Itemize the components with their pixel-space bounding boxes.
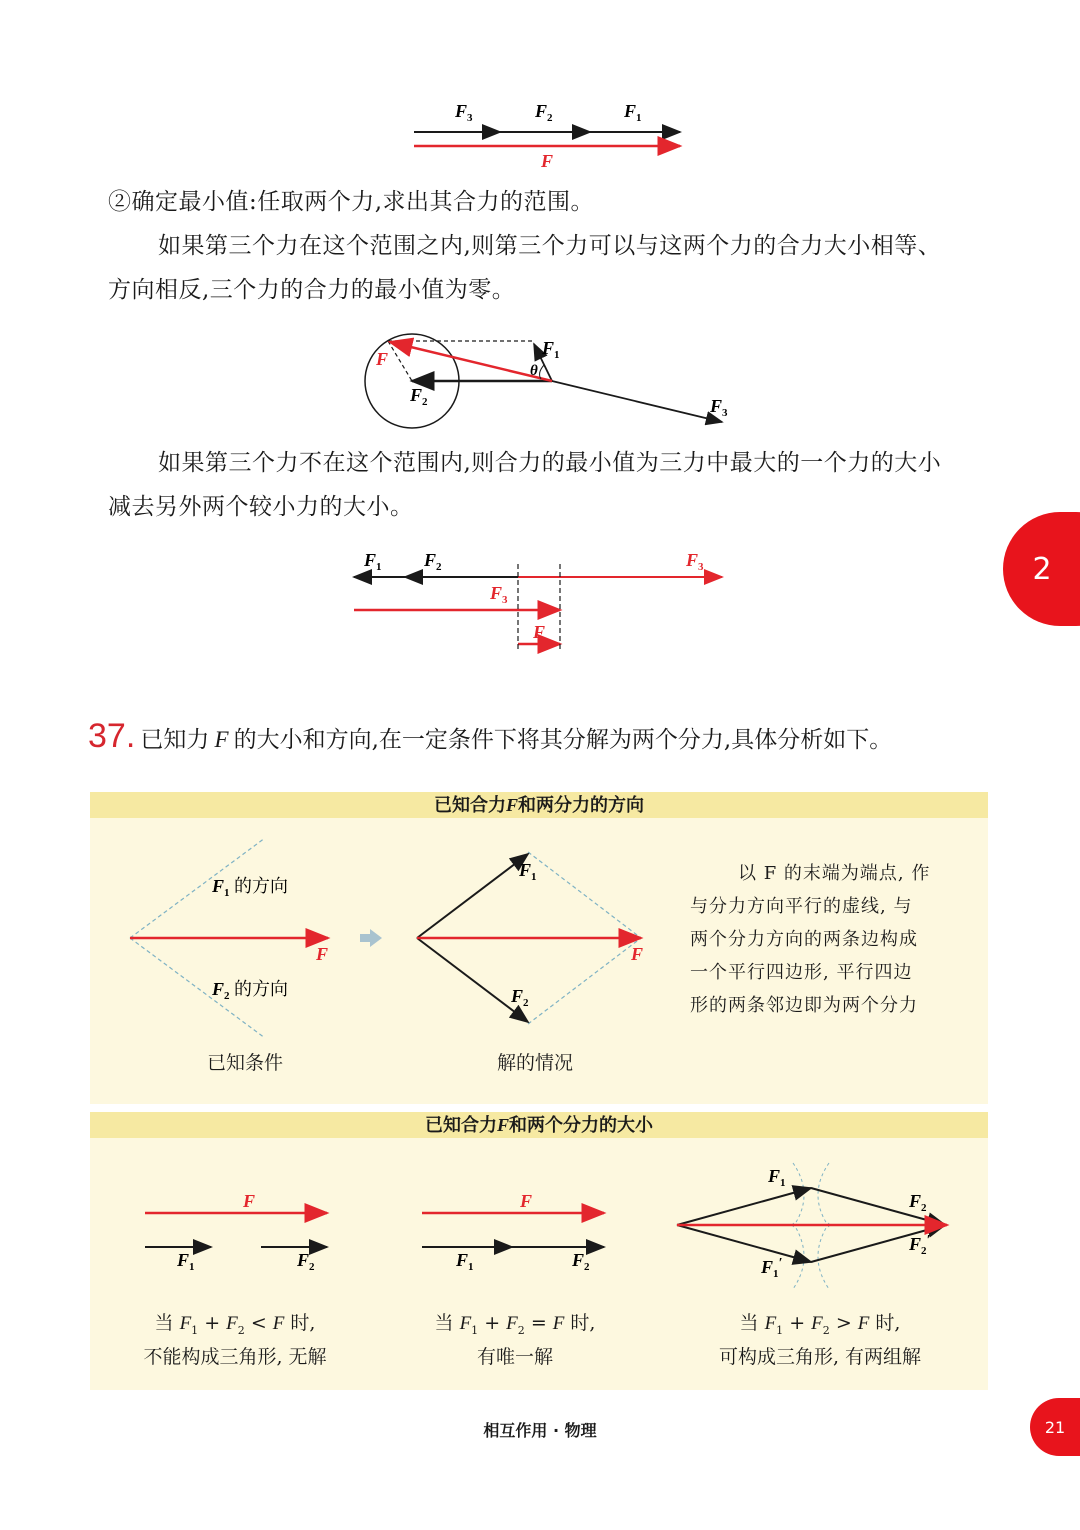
f2-arrow: [417, 938, 528, 1022]
label-f1-prime: $F_1'$: [761, 1256, 783, 1280]
question-number: 37.: [88, 717, 136, 755]
collinear-forces-diagram: [400, 95, 700, 175]
method-description-line: 与分力方向平行的虚线, 与: [690, 896, 913, 917]
label-f2: $F_2$: [535, 101, 553, 124]
method-description-line: 两个分力方向的两条边构成: [690, 929, 918, 950]
label-f3-long: $F_3$: [686, 550, 704, 573]
f1-arrow: [677, 1188, 811, 1225]
dashed-parallel-upper: [528, 852, 641, 938]
label-f3: $F_3$: [455, 101, 473, 124]
label-f2: $F_2$: [572, 1250, 590, 1273]
question-37: [88, 717, 892, 756]
label-f1: $F_1$: [624, 101, 642, 124]
panel-magnitudes-title: 已知合力F和两个分力的大小: [90, 1112, 988, 1138]
chapter-tab[interactable]: [1003, 512, 1080, 626]
solution-parallelogram-diagram: [405, 840, 655, 1040]
case3-diagram: [665, 1155, 965, 1295]
label-f1: $F_1$: [768, 1166, 786, 1189]
label-f: F: [541, 151, 554, 171]
label-f3-short: $F_3$: [490, 583, 508, 606]
label-f1: $F_1$: [364, 550, 382, 573]
label-f1: $F_1$: [456, 1250, 474, 1273]
resultant-f-arrow: [390, 342, 552, 381]
label-f2: $F_2$: [511, 986, 529, 1009]
case3-result: 可构成三角形, 有两组解: [718, 1346, 922, 1368]
caption-known-conditions: 已知条件: [206, 1052, 283, 1074]
label-f2: $F_2$: [297, 1250, 315, 1273]
arc-upper-right: [818, 1163, 829, 1227]
label-f: F: [533, 622, 546, 642]
f1-prime-arrow: [677, 1225, 811, 1262]
method-description-line: 一个平行四边形, 平行四边: [690, 962, 913, 983]
f1-arrow: [417, 854, 528, 938]
dashed-parallel-lower: [528, 938, 644, 1024]
f1-direction-label: $F_1$ 的方向: [212, 876, 289, 899]
paragraph-out-of-range-line2: 减去另外两个较小力的大小。: [108, 494, 414, 520]
circle-range-diagram: [350, 325, 750, 440]
case1-condition: 当 $F_1 + F_2 < F$ 时,: [154, 1312, 316, 1337]
case2-diagram: [412, 1185, 622, 1280]
label-f3: $F_3$: [710, 396, 728, 419]
known-directions-diagram: [120, 830, 350, 1045]
label-f1: $F_1$: [519, 860, 537, 883]
page-number-tab: [1030, 1398, 1080, 1456]
theta-arc: [540, 365, 544, 379]
method-description: [690, 857, 930, 1022]
out-of-range-diagram: [340, 540, 740, 655]
label-f2: $F_2$: [424, 550, 442, 573]
next-arrow-icon: [360, 929, 382, 947]
f2-direction-label: $F_2$ 的方向: [212, 979, 289, 1002]
paragraph-in-range-line2: 方向相反,三个力的合力的最小值为零。: [108, 277, 516, 303]
paragraph-out-of-range-line1: 如果第三个力不在这个范围内,则合力的最小值为三力中最大的一个力的大小: [158, 450, 942, 476]
label-f2: $F_2$: [410, 385, 428, 408]
label-f2-prime: $F_2'$: [909, 1233, 931, 1257]
label-f1: $F_1$: [177, 1250, 195, 1273]
question-text-b: 的大小和方向,在一定条件下将其分解为两个分力,具体分析如下。: [233, 727, 893, 753]
case3-condition: 当 $F_1 + F_2 > F$ 时,: [739, 1312, 901, 1337]
label-f: F: [316, 944, 329, 964]
f3-arrow: [552, 381, 722, 422]
panel-directions-title: 已知合力F和两分力的方向: [90, 792, 988, 818]
method-description-line: 形的两条邻边即为两个分力: [690, 995, 918, 1016]
label-f1: $F_1$: [542, 338, 560, 361]
case2-result: 有唯一解: [476, 1346, 553, 1368]
paragraph-minimum-step: ②确定最小值:任取两个力,求出其合力的范围。: [108, 189, 595, 215]
arc-lower-left: [793, 1223, 804, 1289]
label-f2: $F_2$: [909, 1191, 927, 1214]
arc-upper-left: [793, 1163, 804, 1227]
footer-title: 相互作用 · 物理: [483, 1421, 597, 1440]
caption-solution: 解的情况: [496, 1052, 573, 1074]
case1-result: 不能构成三角形, 无解: [143, 1346, 327, 1368]
case1-diagram: [135, 1185, 345, 1280]
question-text-a: 已知力: [140, 727, 210, 753]
method-description-line: 以 F 的末端为端点, 作: [738, 863, 931, 884]
label-f: F: [376, 349, 389, 369]
page-number: 21: [1044, 1417, 1066, 1437]
paragraph-in-range-line1: 如果第三个力在这个范围之内,则第三个力可以与这两个力的合力大小相等、: [158, 233, 942, 259]
label-theta: θ: [530, 363, 538, 379]
label-f: F: [243, 1191, 256, 1211]
case2-condition: 当 $F_1 + F_2 = F$ 时,: [434, 1312, 596, 1337]
label-f: F: [631, 944, 644, 964]
chapter-number: 2: [1032, 551, 1052, 587]
label-f: F: [520, 1191, 533, 1211]
question-var: F: [214, 727, 229, 752]
arc-lower-right: [818, 1223, 829, 1289]
